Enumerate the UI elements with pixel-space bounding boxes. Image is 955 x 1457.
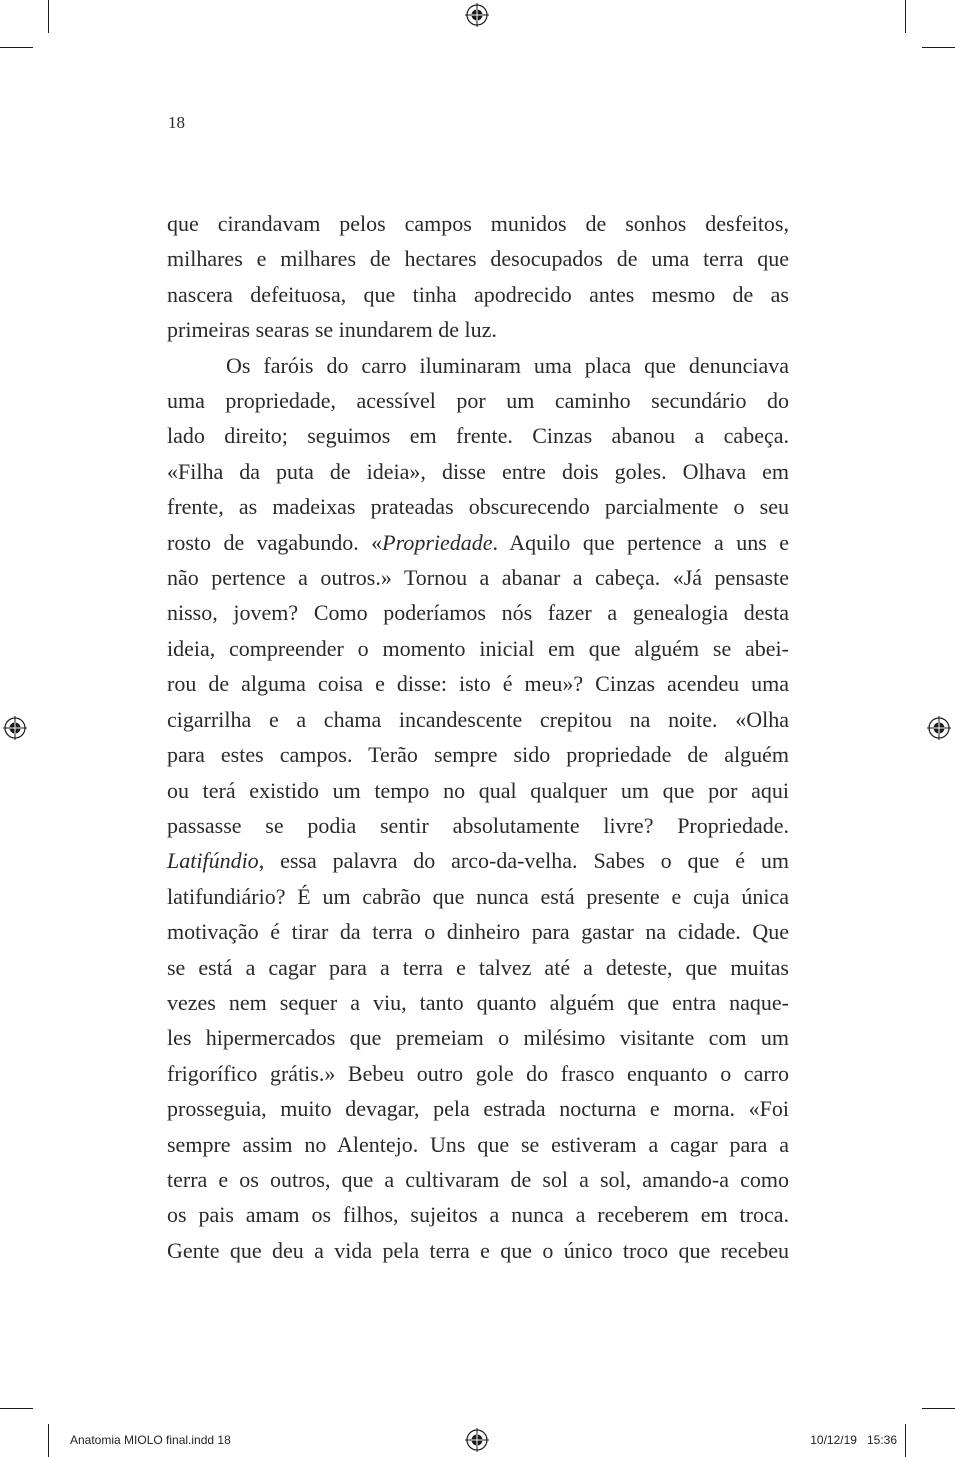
text-line: «Filha da puta de ideia», disse entre dois goles. Olhava em xyxy=(167,458,789,484)
text-line xyxy=(167,525,789,560)
text-line: rou de alguma coisa e disse: isto é meu»? Cinzas acendeu uma xyxy=(167,671,789,697)
page-number: 18 xyxy=(168,113,185,132)
text-line: frente, as madeixas prateadas obscurecendo parcialmente o seu xyxy=(167,494,789,520)
body-text xyxy=(167,206,789,1268)
italic-term: Propriedade xyxy=(382,529,493,555)
text-line: motivação é tirar da terra o dinheiro para gastar na cidade. Que xyxy=(167,919,789,945)
crop-mark-top-left-h xyxy=(0,47,33,48)
text-line: não pertence a outros.» Tornou a abanar a cabeça. «Já pensaste xyxy=(167,565,789,591)
crop-mark-top-right xyxy=(905,0,906,33)
slug-filename: Anatomia MIOLO final.indd 18 xyxy=(70,1433,231,1447)
text-line: ideia, compreender o momento inicial em que alguém se abei- xyxy=(167,635,789,661)
text-line: nisso, jovem? Como poderíamos nós fazer a genealogia desta xyxy=(167,600,789,626)
text-line: latifundiário? É um cabrão que nunca está presente e cuja única xyxy=(167,883,789,909)
text-line: se está a cagar para a terra e talvez até a deteste, que muitas xyxy=(167,954,789,980)
crop-mark-bottom-left xyxy=(48,1424,49,1457)
text-line: les hipermercados que premeiam o milésimo visitante com um xyxy=(167,1025,789,1051)
text-line: primeiras searas se inundarem de luz. xyxy=(167,317,497,343)
text-line: vezes nem sequer a viu, tanto quanto alguém que entra naque- xyxy=(167,989,789,1015)
text-line: nascera defeituosa, que tinha apodrecido antes mesmo de as xyxy=(167,281,789,307)
registration-mark-right-icon xyxy=(927,716,951,740)
text-line: os pais amam os filhos, sujeitos a nunca a receberem em troca. xyxy=(167,1202,789,1228)
slug-date: 10/12/19 xyxy=(810,1433,857,1447)
text-segment: , essa palavra do arco-da-velha. Sabes o que é um xyxy=(258,848,789,874)
text-line: uma propriedade, acessível por um caminho secundário do xyxy=(167,388,789,414)
text-line: que cirandavam pelos campos munidos de sonhos desfeitos, xyxy=(167,211,789,236)
text-line: lado direito; seguimos em frente. Cinzas abanou a cabeça. xyxy=(167,423,789,449)
text-line: terra e os outros, que a cultivaram de sol a sol, amando-a como xyxy=(167,1166,789,1192)
registration-mark-left-icon xyxy=(3,716,27,740)
text-segment: . Aquilo que pertence a uns e xyxy=(492,529,789,555)
text-line: cigarrilha e a chama incandescente crepitou na noite. «Olha xyxy=(167,706,789,732)
text-line: Gente que deu a vida pela terra e que o único troco que recebeu xyxy=(167,1237,789,1263)
italic-term: Latifúndio xyxy=(167,848,259,874)
crop-mark-bottom-right-h xyxy=(922,1408,955,1409)
registration-mark-top-icon xyxy=(465,3,489,27)
text-line: ou terá existido um tempo no qual qualquer um que por aqui xyxy=(167,777,789,803)
crop-mark-bottom-left-h xyxy=(0,1408,33,1409)
slug-time: 15:36 xyxy=(866,1433,897,1447)
text-segment: rosto de vagabundo. « xyxy=(167,529,383,555)
text-line: Os faróis do carro iluminaram uma placa que denunciava xyxy=(226,352,789,378)
text-line: para estes campos. Terão sempre sido propriedade de alguém xyxy=(167,742,789,768)
slug-timestamp xyxy=(810,1433,897,1447)
registration-mark-bottom-icon xyxy=(465,1428,489,1452)
text-line: prosseguia, muito devagar, pela estrada nocturna e morna. «Foi xyxy=(167,1096,789,1122)
text-line: passasse se podia sentir absolutamente livre? Propriedade. xyxy=(167,812,789,838)
text-line xyxy=(167,843,789,878)
crop-mark-top-left xyxy=(48,0,49,33)
crop-mark-top-right-h xyxy=(922,47,955,48)
crop-mark-bottom-right xyxy=(905,1424,906,1457)
text-line: milhares e milhares de hectares desocupados de uma terra que xyxy=(167,246,789,272)
text-line: frigorífico grátis.» Bebeu outro gole do frasco enquanto o carro xyxy=(167,1060,789,1086)
text-line: sempre assim no Alentejo. Uns que se estiveram a cagar para a xyxy=(167,1131,789,1157)
